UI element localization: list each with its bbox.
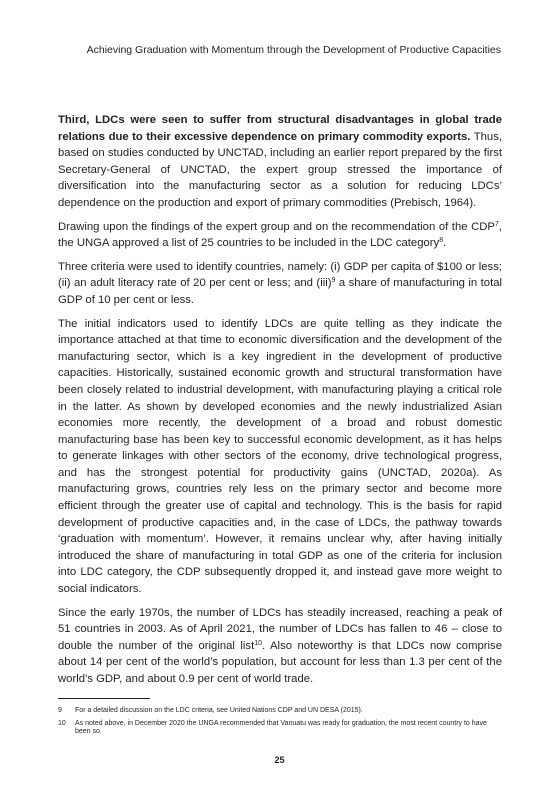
footnote-ref-8[interactable]: 8: [439, 237, 444, 245]
paragraph-2-text-a: Drawing upon the findings of the expert group and on the recommendation of the CDP: [58, 220, 495, 233]
main-body: [58, 112, 502, 695]
footnote-10: [58, 720, 502, 735]
paragraph-1-text: Thus, based on studies conducted by UNCTAD, including an earlier report prepared by the first Secretary-General of UNCTAD, the expert group stressed the importance of diversification into the manufacturing sector as a solution for reducing LDCs’ dependence on the production and export of primary commodities (Prebisch, 1964).: [58, 130, 502, 209]
paragraph-5: [58, 605, 502, 688]
footnote-number: 9: [58, 707, 62, 714]
paragraph-2: [58, 219, 502, 252]
footnote-ref-9[interactable]: 9: [331, 277, 336, 285]
paragraph-1: [58, 112, 502, 212]
footnote-text: As noted above, in December 2020 the UNGA recommended that Vanuatu was ready for graduation, the most recent country to have been so.: [75, 720, 487, 735]
footnote-ref-7[interactable]: 7: [494, 220, 499, 228]
paragraph-1-lead: Third, LDCs were seen to suffer from structural disadvantages in global trade relations due to their excessive dependence on primary commodity exports.: [58, 114, 502, 143]
paragraph-4: The initial indicators used to identify LDCs are quite telling as they indicate the importance attached at that time to economic diversification and the development of the manufacturing sector, which is a key ingredient in the development of productive capacities. Historically, sustained economic growth and structural transformation have been closely related to industrial development, with manufacturing playing a critical role in the latter. As shown by developed economies and the newly industrialized Asian economies more recently, the development of a broad and robust domestic manufacturing base has been key to successful economic development, as it has helps to generate linkages with other sectors of the economy, drive technological progress, and has the strongest potential for productivity gains (UNCTAD, 2020a). As manufacturing grows, countries rely less on the primary sector and become more efficient through the greater use of capital and technology. This is the basis for rapid development of productive capacities and, in the case of LDCs, the pathway towards ‘graduation with momentum’. However, it remains unclear why, after having initially introduced the share of manufacturing in total GDP as one of the criteria for inclusion into LDC category, the CDP subsequently dropped it, and instead gave more weight to social indicators.: [58, 317, 502, 596]
paragraph-2-text-c: .: [443, 237, 447, 250]
paragraph-3-text-a: Three criteria were used to identify countries, namely: (i) GDP per capita of $100 or less; (ii) an adult literacy rate of 20 per cent or less; and (iii): [58, 260, 502, 290]
footnote-number: 10: [58, 720, 66, 727]
footnote-text: For a detailed discussion on the LDC criteria, see United Nations CDP and UN DESA (2015).: [75, 707, 363, 714]
footnote-9: [58, 707, 502, 715]
footnote-ref-10[interactable]: 10: [254, 639, 263, 647]
running-header: Achieving Graduation with Momentum through the Development of Productive Capacities: [86, 44, 501, 56]
paragraph-5-text-b: . Also noteworthy is that LDCs now comprise about 14 per cent of the world’s population, but account for less than 1.3 per cent of the world’s GDP, and about 0.9 per cent of world trade.: [58, 639, 502, 685]
paragraph-3-text-b: a share of manufacturing in total GDP of 10 per cent or less.: [58, 277, 502, 306]
footnote-separator: [58, 698, 150, 699]
paragraph-2-text-b: , the UNGA approved a list of 25 countries to be included in the LDC category: [58, 220, 502, 250]
page-number: 25: [274, 755, 285, 765]
paragraph-5-text-a: Since the early 1970s, the number of LDCs has steadily increased, reaching a peak of 51 countries in 2003. As of April 2021, the number of LDCs has fallen to 46 – close to double the number of the original list: [58, 606, 502, 652]
paragraph-3: [58, 259, 502, 309]
